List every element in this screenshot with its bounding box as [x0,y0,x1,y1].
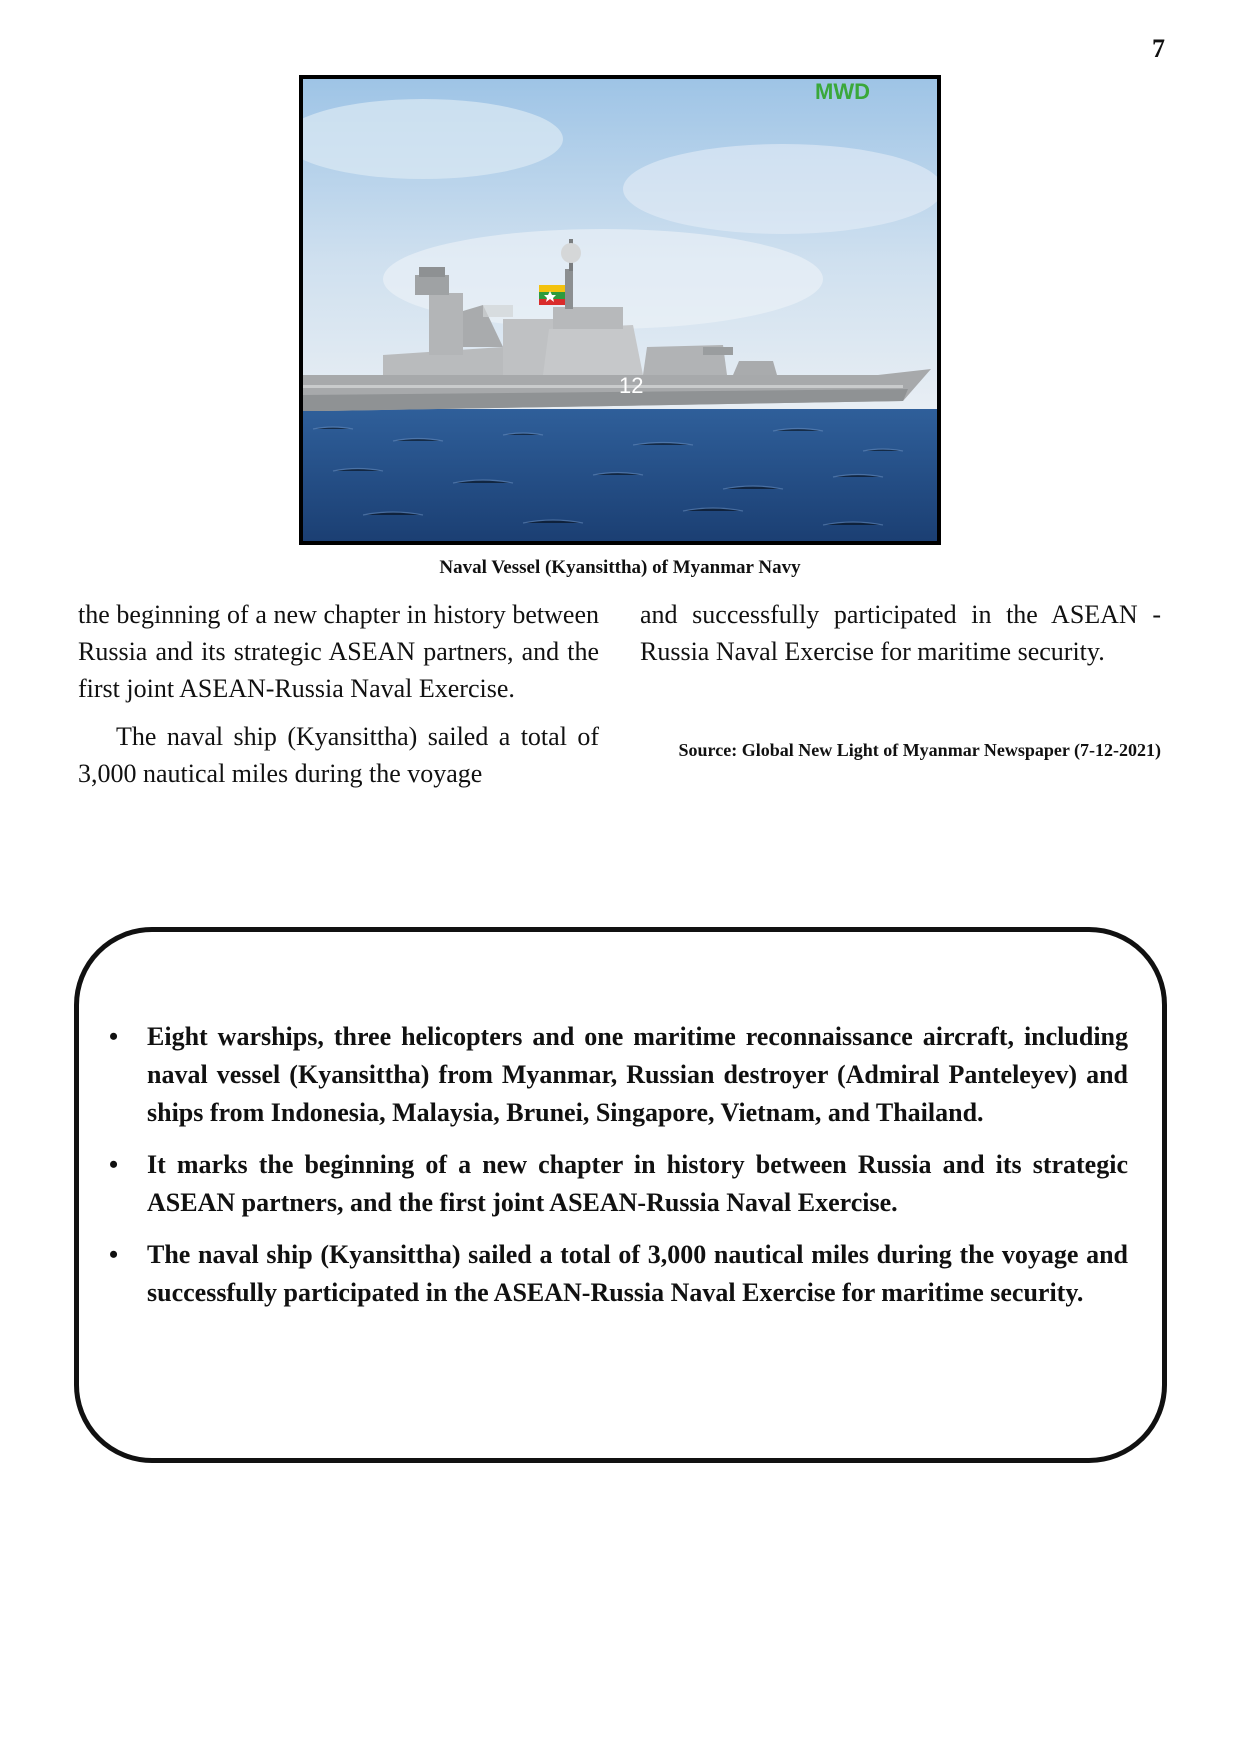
summary-point [109,1018,1128,1132]
article-left-column [78,596,599,792]
article-right-column [640,596,1161,769]
mwd-watermark: MWD [815,79,870,104]
figure-caption: Naval Vessel (Kyansittha) of Myanmar Navy [439,557,801,578]
naval-vessel-image [303,79,937,541]
article-paragraph: The naval ship (Kyansittha) sailed a total of 3,000 nautical miles during the voyage [78,722,599,788]
summary-list [109,1018,1128,1326]
summary-point [109,1236,1128,1312]
summary-box [74,927,1167,1463]
summary-point-text: Eight warships, three helicopters and one maritime reconnaissance aircraft, including naval vessel (Kyansittha) from Myanmar, Russian destroyer (Admiral Panteleyev) and ships from Indonesia, Malaysia, Brunei, Singapore, Vietnam, and Thailand. [147,1022,1128,1127]
page-number: 7 [1152,34,1165,63]
ship-photo [299,75,941,545]
hull-number: 12 [619,373,644,398]
article-paragraph: and successfully participated in the ASEAN -Russia Naval Exercise for maritime security. [640,600,1161,666]
bullet-icon: • [109,1150,119,1179]
bullet-icon: • [109,1240,119,1269]
source-citation: Source: Global New Light of Myanmar Newspaper (7-12-2021) [678,740,1161,760]
summary-point-text: It marks the beginning of a new chapter in history between Russia and its strategic ASEAN partners, and the first joint ASEAN-Russia Naval Exercise. [147,1150,1128,1217]
article-paragraph: the beginning of a new chapter in history between Russia and its strategic ASEAN partners, and the first joint ASEAN-Russia Naval Exercise. [78,600,599,703]
summary-point [109,1146,1128,1222]
bullet-icon: • [109,1022,119,1051]
summary-point-text: The naval ship (Kyansittha) sailed a total of 3,000 nautical miles during the voyage and successfully participated in the ASEAN-Russia Naval Exercise for maritime security. [147,1240,1128,1307]
